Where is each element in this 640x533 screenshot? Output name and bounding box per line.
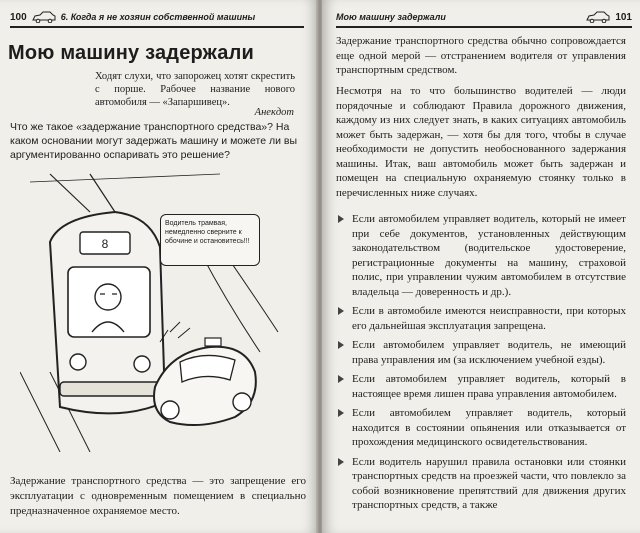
list-item: Если в автомобиле имеются неисправности, при которых его дальнейшая эксплуатация запрещена. xyxy=(336,304,626,333)
bullet-arrow-icon xyxy=(338,307,344,315)
detention-cases-list xyxy=(336,212,626,518)
right-page-number: 101 xyxy=(615,11,632,23)
bullet-arrow-icon xyxy=(338,409,344,417)
left-body-paragraph: Задержание транспортного средства — это запрещение его эксплуатации с одновременным помещением в специально предназначенное охраняемое место. xyxy=(10,475,306,517)
bullet-arrow-icon xyxy=(338,341,344,349)
list-item: Если автомобилем управляет водитель, не имеющий права управления им (за исключением учебной езды). xyxy=(336,338,626,367)
bullet-arrow-icon xyxy=(338,458,344,466)
left-running-head-title: 6. Когда я не хозяин собственной машины xyxy=(60,12,256,22)
left-page-number: 100 xyxy=(10,11,27,23)
list-item: Если автомобилем управляет водитель, который находится в состоянии опьянения или отказывается от прохождения медицинского освидетельствования. xyxy=(336,406,626,450)
bullet-arrow-icon xyxy=(338,215,344,223)
chapter-title: Мою машину задержали xyxy=(8,42,255,64)
tram-route-number: 8 xyxy=(101,237,109,251)
intro-question: Что же такое «задержание транспортного средства»? На каком основании могут задержать машину и можете ли вы аргументированно оспаривать это решение? xyxy=(10,121,298,161)
right-paragraph-1: Задержание транспортного средства обычно сопровождается еще одной мерой — отстранением водителя от управления транспортным средством. xyxy=(336,35,626,76)
bullet-arrow-icon xyxy=(338,375,344,383)
epigraph-text: Ходят слухи, что запорожец хотят скрестить с порше. Рабочее название нового автомобиля — «Запаршивец». xyxy=(95,71,295,108)
right-running-head xyxy=(336,8,632,28)
right-running-head-title: Мою машину задержали xyxy=(336,12,446,22)
car-icon xyxy=(31,11,57,23)
left-running-head xyxy=(10,8,304,28)
left-page xyxy=(0,0,318,533)
epigraph-source: Анекдот xyxy=(254,107,294,118)
list-item: Если автомобилем управляет водитель, который не имеет при себе документов, установленных действующим законодательством (водительское удостоверение, регистрационные документы на машину, страховой полис, при управлении чужим автомобилем в отсутствие владельца — доверенность и др.). xyxy=(336,212,626,299)
list-item: Если водитель нарушил правила остановки или стоянки транспортных средств на проезжей части, что повлекло за собой возникновение препятствий для движения других транспортных средств, а также xyxy=(336,455,626,513)
speech-bubble: Водитель трамвая, немедленно сверните к обочине и остановитесь!!! xyxy=(160,214,260,266)
car-icon xyxy=(585,11,611,23)
list-item: Если автомобилем управляет водитель, который в настоящее время лишен права управления автомобилем. xyxy=(336,372,626,401)
right-paragraph-2: Несмотря на то что большинство водителей — люди порядочные и соблюдают Правила дорожного движения, каждому из них следует знать, в каких ситуациях автомобиль может быть задержан, — хотя бы для того, чтобы в случае необходимости не допустить необоснованного задержания машины. Итак, ваш автомобиль может быть задержан и помещен на специальную охраняемую стоянку только в перечисленных ниже случаях. xyxy=(336,85,626,199)
right-page xyxy=(322,0,640,533)
